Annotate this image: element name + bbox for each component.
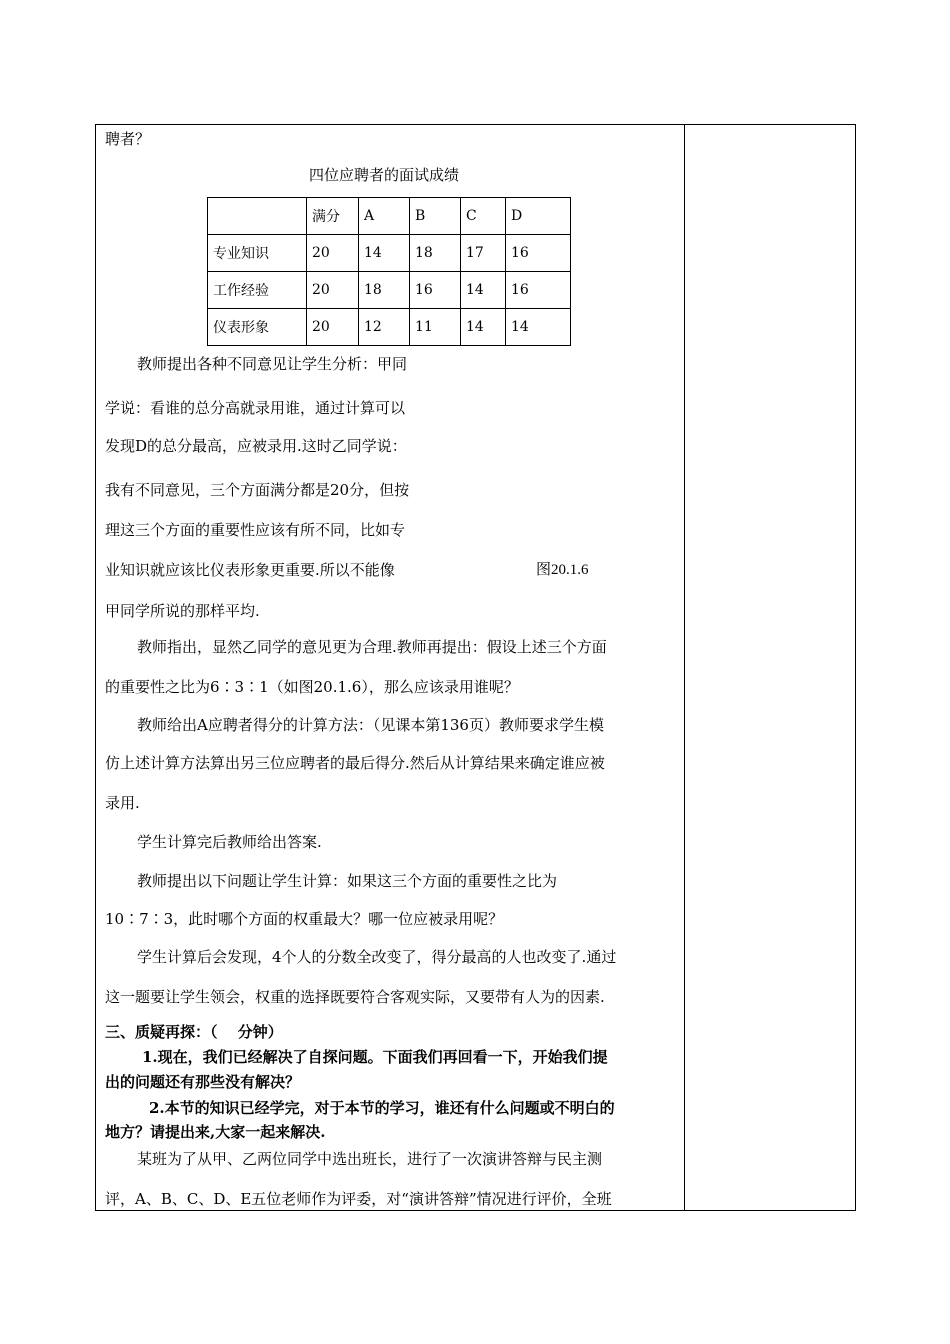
table-cell: 14 [506,309,571,346]
body-line: 教师提出以下问题让学生计算：如果这三个方面的重要性之比为 [137,872,558,890]
body-line: 仿上述计算方法算出另三位应聘者的最后得分.然后从计算结果来确定谁应被 [105,754,605,772]
section-heading: 三、质疑再探：（ 分钟） [105,1023,283,1041]
table-cell: 12 [359,309,410,346]
narrow-line: 甲同学所说的那样平均. [105,602,260,620]
table-cell [208,198,307,235]
table-cell: 14 [461,272,506,309]
body-line: 某班为了从甲、乙两位同学中选出班长，进行了一次演讲答辩与民主测 [137,1150,603,1168]
body-line: 这一题要让学生领会，权重的选择既要符合客观实际，又要带有人为的因素. [105,988,605,1006]
body-line: 教师给出A应聘者得分的计算方法：（见课本第136页）教师要求学生模 [137,716,604,734]
question-line: 2.本节的知识已经学完，对于本节的学习，谁还有什么问题或不明白的 [149,1099,615,1117]
intro-tail: 聘者？ [105,130,151,148]
table-row [208,198,571,235]
scores-table [207,197,571,346]
table-cell: 16 [506,235,571,272]
question-line: 1.现在，我们已经解决了自探问题。下面我们再回看一下，开始我们提 [142,1048,608,1066]
body-line: 学生计算后会发现，4个人的分数全改变了，得分最高的人也改变了.通过 [137,948,617,966]
column-divider [684,124,685,1211]
table-cell: 20 [307,309,359,346]
table-row [208,272,571,309]
table-row [208,235,571,272]
body-line: 教师指出，显然乙同学的意见更为合理.教师再提出：假设上述三个方面 [137,638,607,656]
body-line: 10∶7∶3，此时哪个方面的权重最大？哪一位应被录用呢？ [105,910,504,928]
table-cell: 16 [410,272,461,309]
table-cell: 18 [410,235,461,272]
table-cell: 14 [359,235,410,272]
body-line: 评，A、B、C、D、E五位老师作为评委，对“演讲答辩”情况进行评价，全班 [105,1190,612,1208]
table-row [208,309,571,346]
table-cell: C [461,198,506,235]
table-cell: 18 [359,272,410,309]
table-cell: A [359,198,410,235]
table-cell: 专业知识 [208,235,307,272]
question-line: 出的问题还有那些没有解决？ [105,1073,301,1091]
question-line: 地方？请提出来,大家一起来解决. [105,1123,326,1141]
table-cell: 满分 [307,198,359,235]
table-cell: 工作经验 [208,272,307,309]
body-line: 学生计算完后教师给出答案. [137,833,322,851]
table-cell: 仪表形象 [208,309,307,346]
table-cell: 20 [307,235,359,272]
narrow-line: 理这三个方面的重要性应该有所不同，比如专 [105,521,406,539]
narrow-line: 我有不同意见，三个方面满分都是20分，但按 [105,481,410,499]
table-cell: B [410,198,461,235]
table-cell: 14 [461,309,506,346]
table-cell: 20 [307,272,359,309]
body-line: 的重要性之比为6∶3∶1（如图20.1.6），那么应该录用谁呢？ [105,678,519,696]
figure-label: 图20.1.6 [536,562,589,578]
table-cell: 17 [461,235,506,272]
narrow-line: 教师提出各种不同意见让学生分析：甲同 [137,355,408,373]
narrow-line: 学说：看谁的总分高就录用谁，通过计算可以 [105,399,406,417]
body-line: 录用. [105,794,140,812]
table-cell: D [506,198,571,235]
narrow-line: 业知识就应该比仪表形象更重要.所以不能像 [105,561,395,579]
table-cell: 11 [410,309,461,346]
table-caption: 四位应聘者的面试成绩 [309,166,460,184]
table-cell: 16 [506,272,571,309]
narrow-line: 发现D的总分最高，应被录用.这时乙同学说： [105,437,407,455]
